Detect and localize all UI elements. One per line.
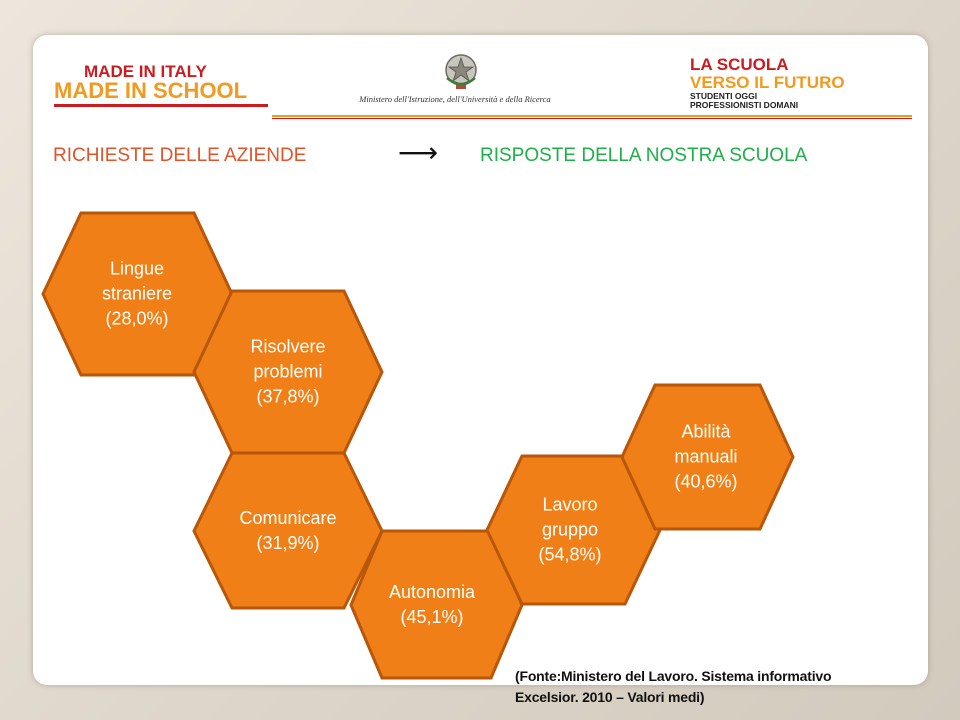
logo-left-line2: MADE IN SCHOOL <box>54 78 248 103</box>
hexagon-label-risolvere: Risolvere problemi (37,8%) <box>250 336 326 407</box>
logo-left-line1: MADE IN ITALY <box>84 62 207 81</box>
hexagon-label-abilita: Abilità manuali (40,6%) <box>674 421 738 492</box>
logo-right-line2: VERSO IL FUTURO <box>690 73 845 92</box>
hexagon-label-comunicare: Comunicare (31,9%) <box>239 508 337 553</box>
logo-right-line4: PROFESSIONISTI DOMANI <box>690 100 799 110</box>
source-line2: Excelsior. 2010 – Valori medi) <box>515 689 705 705</box>
ministry-caption: Ministero dell'Istruzione, dell'Università e della Ricerca <box>359 94 551 104</box>
hexagon-label-lavoro: Lavoro gruppo (54,8%) <box>538 494 602 565</box>
source-line1: (Fonte:Ministero del Lavoro. Sistema informativo <box>515 668 832 684</box>
source-note <box>515 666 935 708</box>
arrow-right-icon: ⟶ <box>398 136 439 169</box>
logo-right-line3: STUDENTI OGGI <box>690 91 758 101</box>
hexagon-label-autonomia: Autonomia (45,1%) <box>388 582 476 627</box>
logo-right-line1: LA SCUOLA <box>690 55 789 74</box>
heading-company-requests: RICHIESTE DELLE AZIENDE <box>53 145 307 166</box>
hexagon-label-lingue: Lingue straniere (28,0%) <box>101 258 173 329</box>
heading-school-answers: RISPOSTE DELLA NOSTRA SCUOLA <box>480 145 808 166</box>
